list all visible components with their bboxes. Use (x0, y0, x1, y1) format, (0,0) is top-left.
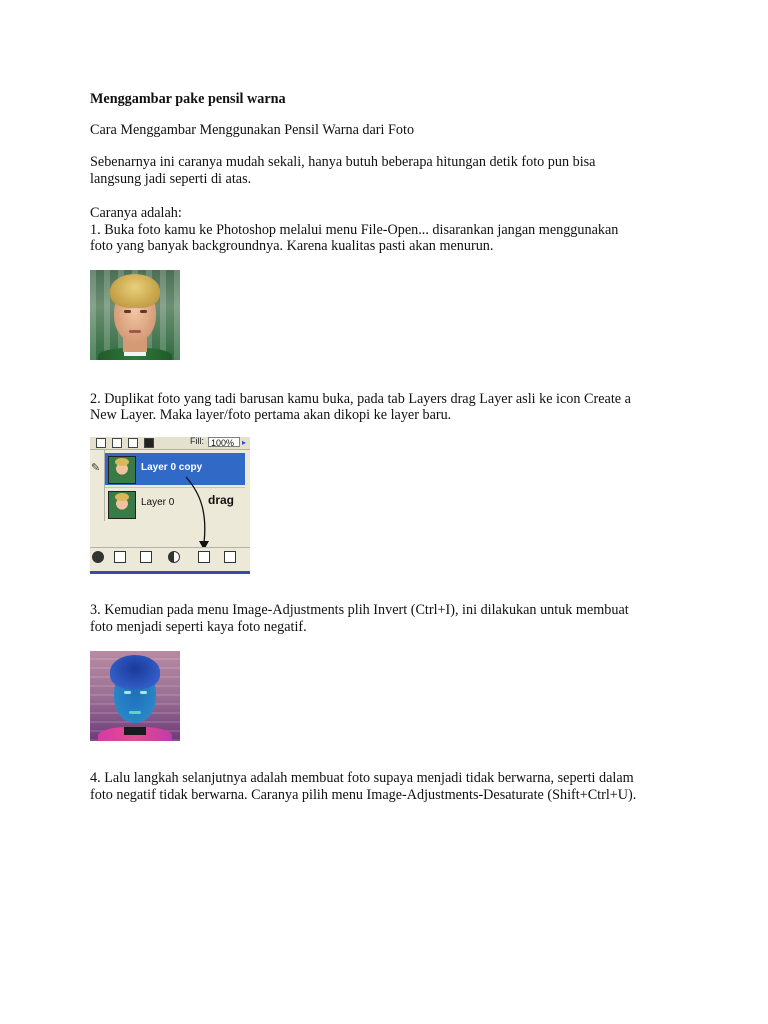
step2-line-2: New Layer. Maka layer/foto pertama akan dikopi ke layer baru. (90, 407, 452, 423)
brush-icon: ✎ (91, 461, 101, 474)
step4-line-1: 4. Lalu langkah selanjutnya adalah membuat foto supaya menjadi tidak berwarna, seperti dalam (90, 770, 634, 786)
steps-heading: Caranya adalah: (90, 205, 182, 221)
add-mask-icon (114, 551, 126, 563)
step4-line-2: foto negatif tidak berwarna. Caranya pilih menu Image-Adjustments-Desaturate (Shift+Ctrl+U). (90, 787, 637, 803)
layer-original-name: Layer 0 (141, 497, 175, 508)
photo-eye-right (140, 310, 147, 313)
fill-input: 100% (208, 437, 240, 447)
original-photo (90, 270, 180, 360)
document-title: Menggambar pake pensil warna (90, 91, 286, 107)
document-subtitle: Cara Menggambar Menggunakan Pensil Warna dari Foto (90, 122, 415, 138)
step1-line-2: foto yang banyak backgroundnya. Karena kualitas pasti akan menurun. (90, 238, 494, 254)
step3-line-2: foto menjadi seperti kaya foto negatif. (90, 619, 307, 635)
intro-line-2: langsung jadi seperti di atas. (90, 171, 252, 187)
photo-eye-left (124, 691, 131, 694)
photo-hair (110, 655, 160, 689)
new-group-icon (140, 551, 152, 563)
photo-eye-left (124, 310, 131, 313)
photo-hair (110, 274, 160, 308)
layer-copy-name: Layer 0 copy (141, 462, 203, 473)
photo-eye-right (140, 691, 147, 694)
photo-mouth (129, 711, 141, 714)
adjustment-layer-icon (168, 551, 180, 563)
step1-line-1: 1. Buka foto kamu ke Photoshop melalui menu File-Open... disarankan jangan menggunakan (90, 222, 619, 238)
trash-icon (224, 551, 236, 563)
layers-bottom-bar (90, 547, 250, 566)
step3-line-1: 3. Kemudian pada menu Image-Adjustments plih Invert (Ctrl+I), ini dilakukan untuk membuat (90, 602, 629, 618)
photo-mouth (129, 330, 141, 333)
photo-collar (124, 727, 146, 735)
create-new-layer-icon (198, 551, 210, 563)
drag-annotation: drag (208, 493, 235, 507)
step2-line-1: 2. Duplikat foto yang tadi barusan kamu buka, pada tab Layers drag Layer asli ke icon Create a (90, 391, 631, 407)
link-layers-icon (92, 551, 104, 563)
fill-label: Fill: (190, 437, 204, 446)
layers-panel-screenshot (90, 437, 250, 574)
intro-line-1: Sebenarnya ini caranya mudah sekali, hanya butuh beberapa hitungan detik foto pun bisa (90, 154, 596, 170)
inverted-photo (90, 651, 180, 741)
fill-dropdown-icon: ▸ (242, 438, 247, 447)
